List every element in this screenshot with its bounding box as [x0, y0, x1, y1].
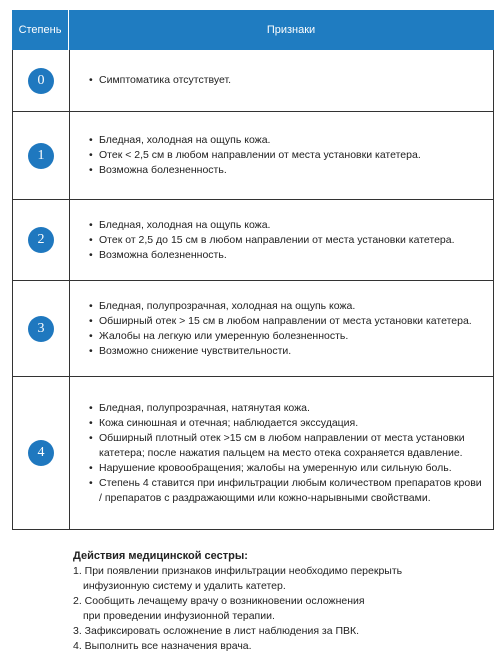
grade-badge: 2 [28, 227, 54, 253]
table-row [12, 50, 494, 112]
sign-item: • Возможна болезненность. [89, 163, 493, 178]
sign-item: • Жалобы на легкую или умеренную болезненность. [89, 329, 493, 344]
sign-item: • Симптоматика отсутствует. [89, 73, 493, 88]
sign-item: • Отек < 2,5 см в любом направлении от места установки катетера. [89, 148, 493, 163]
sign-item: • Бледная, полупрозрачная, натянутая кожа. [89, 401, 487, 416]
nurse-actions [73, 549, 488, 654]
sign-item: • Отек от 2,5 до 15 см в любом направлении от места установки катетера. [89, 233, 493, 248]
table-row [12, 200, 494, 281]
table-row [12, 112, 494, 200]
header-degree: Степень [12, 10, 69, 50]
table-row [12, 281, 494, 377]
action-step: 4. Выполнить все назначения врача. [73, 640, 252, 652]
table-header [12, 10, 494, 50]
sign-item: • Бледная, полупрозрачная, холодная на ощупь кожа. [89, 299, 493, 314]
action-step: при проведении инфузионной терапии. [83, 610, 275, 622]
sign-item: • Бледная, холодная на ощупь кожа. [89, 133, 493, 148]
sign-item: • Кожа синюшная и отечная; наблюдается экссудация. [89, 416, 487, 431]
grade-badge: 4 [28, 440, 54, 466]
action-step: инфузионную систему и удалить катетер. [83, 580, 286, 592]
sign-item: • Бледная, холодная на ощупь кожа. [89, 218, 493, 233]
sign-item: • Степень 4 ставится при инфильтрации любым количеством препаратов крови / препаратов с раздражающими или кожно-нарывными свойствами. [89, 476, 487, 506]
action-step: 1. При появлении признаков инфильтрации необходимо перекрыть [73, 565, 403, 577]
sign-item: • Нарушение кровообращения; жалобы на умеренную или сильную боль. [89, 461, 487, 476]
grade-badge: 1 [28, 143, 54, 169]
sign-item: • Обширный плотный отек >15 см в любом направлении от места установки катетера; после нажатия пальцем на место отека сохраняется вдавление. [89, 431, 487, 461]
sign-item: • Обширный отек > 15 см в любом направлении от места установки катетера. [89, 314, 493, 329]
actions-title: Действия медицинской сестры: [73, 550, 248, 562]
sign-item: • Возможна болезненность. [89, 248, 493, 263]
grade-badge: 3 [28, 316, 54, 342]
sign-item: • Возможно снижение чувствительности. [89, 344, 493, 359]
action-step: 2. Сообщить лечащему врачу о возникновении осложнения [73, 595, 365, 607]
table-row [12, 377, 494, 530]
complication-grade-table [12, 10, 494, 530]
grade-badge: 0 [28, 68, 54, 94]
action-step: 3. Зафиксировать осложнение в лист наблюдения за ПВК. [73, 625, 360, 637]
header-signs: Признаки [266, 24, 316, 36]
